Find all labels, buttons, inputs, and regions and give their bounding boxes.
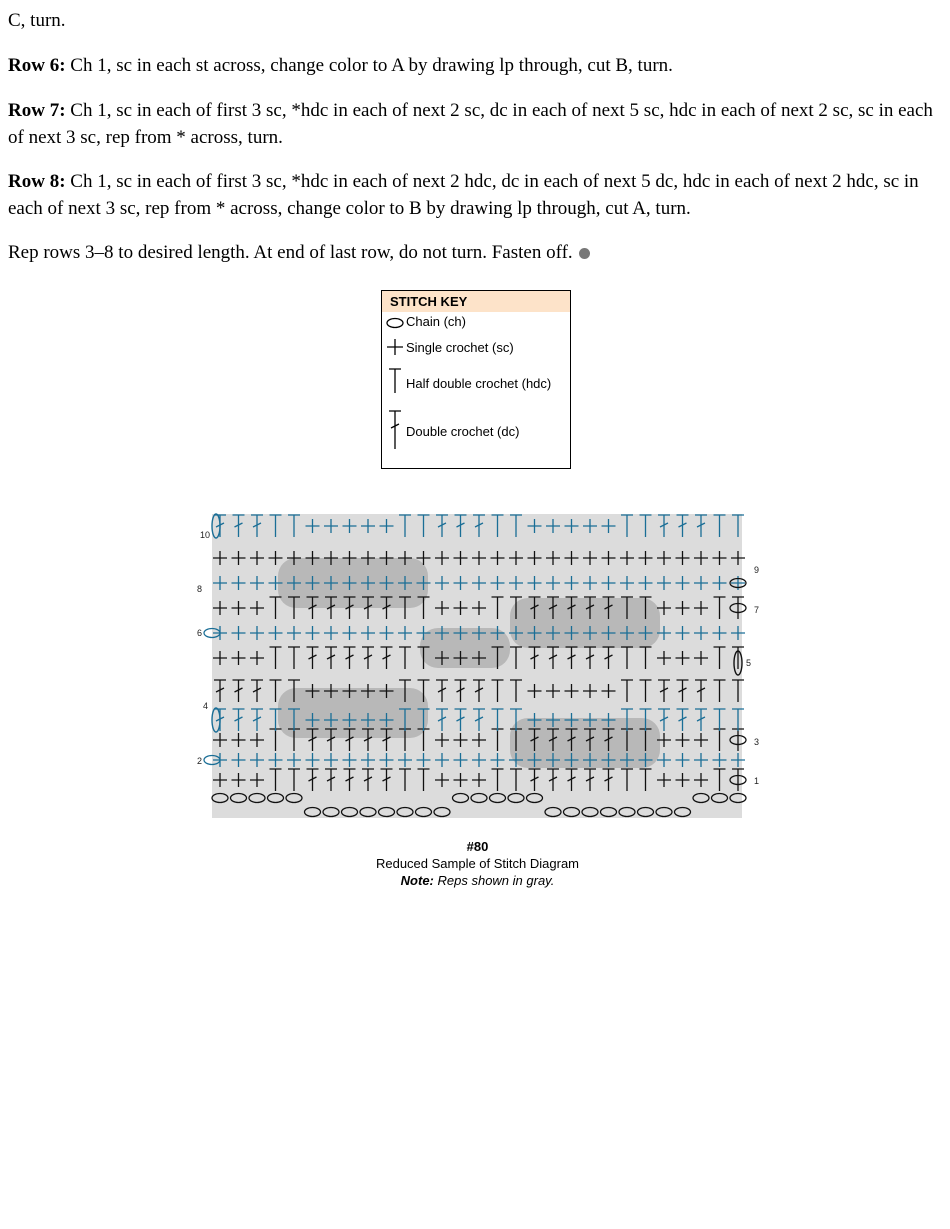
paragraph-row-6: [8, 52, 943, 79]
row-number-2: 2: [196, 756, 202, 766]
paragraph-row-7: [8, 97, 943, 151]
paragraph-final: [8, 239, 943, 266]
key-chain-label: Chain (ch): [406, 314, 466, 329]
caption-note: [330, 872, 625, 889]
row-7-label: Row 7:: [8, 100, 66, 121]
diagram-caption: [330, 838, 625, 889]
stitch-key-title: STITCH KEY: [382, 291, 570, 312]
chain-symbol-icon: [385, 317, 405, 329]
repeat-shading: [212, 514, 742, 818]
row-6-label: Row 6:: [8, 55, 66, 76]
row-8-label: Row 8:: [8, 171, 66, 192]
repeat-band-dark: [420, 628, 510, 668]
end-bullet-icon: [579, 248, 590, 259]
hdc-symbol-icon: [385, 367, 405, 395]
row-number-9: 9: [754, 565, 760, 575]
key-dc-label: Double crochet (dc): [406, 424, 520, 439]
repeat-band-dark: [510, 598, 660, 648]
paragraph-continuation: C, turn.: [8, 10, 66, 31]
row-number-8: 8: [196, 584, 202, 594]
key-sc-label: Single crochet (sc): [406, 340, 514, 355]
stitch-diagram: [190, 508, 770, 828]
stitch-key: [381, 290, 571, 469]
caption-note-label: Note:: [400, 873, 434, 888]
caption-title: Reduced Sample of Stitch Diagram: [375, 856, 580, 871]
sc-symbol-icon: [385, 337, 405, 357]
row-number-7: 7: [754, 605, 760, 615]
key-hdc-label: Half double crochet (hdc): [406, 376, 552, 391]
dc-symbol-icon: [385, 409, 405, 451]
row-number-1: 1: [754, 776, 760, 786]
paragraph-row-8: [8, 168, 943, 222]
row-number-4: 4: [202, 701, 208, 711]
row-7-text: Ch 1, sc in each of first 3 sc, *hdc in each of next 2 sc, dc in each of next 5 sc, hdc in each of next 2 sc, sc in each of next 3 sc, rep from * across, turn.: [8, 100, 933, 148]
row-number-3: 3: [754, 737, 760, 747]
row-6-text: Ch 1, sc in each st across, change color to A by drawing lp through, cut B, turn.: [65, 55, 673, 76]
row-number-10: 10: [199, 530, 210, 540]
row-number-5: 5: [746, 658, 752, 668]
final-text: Rep rows 3–8 to desired length. At end of last row, do not turn. Fasten off.: [8, 242, 573, 263]
caption-number: #80: [466, 839, 489, 854]
row-8-text: Ch 1, sc in each of first 3 sc, *hdc in each of next 2 hdc, dc in each of next 5 dc, hdc in each of next 2 hdc, sc in each of next 3 sc, rep from * across, change color to B by drawing lp through, cut A, turn.: [8, 171, 919, 219]
row-number-6: 6: [196, 628, 202, 638]
caption-note-text: Reps shown in gray.: [433, 873, 555, 888]
